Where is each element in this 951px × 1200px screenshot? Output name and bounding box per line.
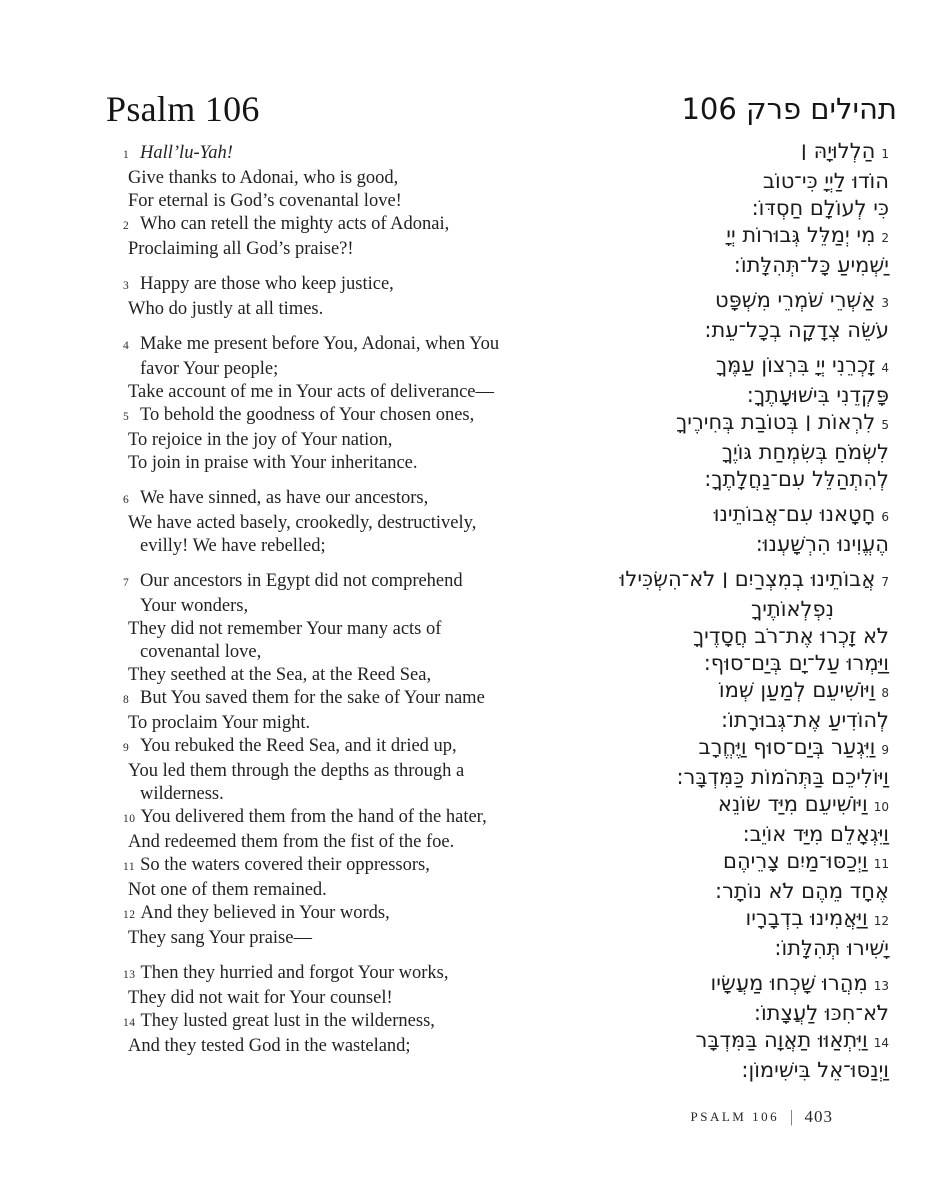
footer-separator: | <box>790 1107 793 1126</box>
verse-number: 7 <box>123 577 130 589</box>
verse-text: They sang Your praise— <box>128 928 312 948</box>
verse-line-he <box>529 596 889 623</box>
verse-line-en <box>123 535 543 558</box>
verse-line-he <box>529 677 889 707</box>
verse-line-en <box>123 854 543 879</box>
verse-text: You rebuked the Reed Sea, and it dried up, <box>140 736 457 756</box>
verse-text: כִּי לְעוֹלָם חַסְדּוֹ: <box>751 196 889 220</box>
verse-line-he <box>529 352 889 382</box>
verse-text: וַיּוֹשִׁיעֵם לְמַעַן שְׁמוֹ <box>718 678 876 702</box>
verse-line-he <box>529 905 889 935</box>
verse-text: To behold the goodness of Your chosen ones, <box>140 405 475 425</box>
verse-number: 8 <box>123 694 130 706</box>
verse-line-he <box>529 1027 889 1057</box>
verse-text: הַלְלוּיָהּ ׀ <box>800 139 876 163</box>
verse-text: וַיּוֹלִיכֵם בַּתְּהֹמוֹת כַּמִּדְבָּר: <box>676 765 889 789</box>
verse-text: עֹשֵׂה צְדָקָה בְכָל־עֵת: <box>704 318 889 342</box>
verse-text: To rejoice in the joy of Your nation, <box>128 430 393 450</box>
verse-text: יָשִׁירוּ תְּהִלָּתוֹ: <box>774 936 889 960</box>
hebrew-stanza <box>529 566 889 962</box>
verse-line-en <box>123 712 543 735</box>
verse-text: וַיַּמְרוּ עַל־יָם בְּיַם־סוּף: <box>703 651 889 675</box>
verse-number: 6 <box>881 510 889 524</box>
verse-line-en <box>123 142 543 167</box>
verse-line-he <box>529 821 889 848</box>
footer-page-number: 403 <box>804 1107 833 1126</box>
verse-line-he <box>529 566 889 596</box>
verse-line-he <box>529 531 889 558</box>
verse-number: 13 <box>123 969 136 981</box>
verse-text: זָכְרֵנִי יְיָ בִּרְצוֹן עַמֶּךָ <box>715 353 876 377</box>
verse-text: And redeemed them from the fist of the foe. <box>128 832 455 852</box>
verse-text: פָּקְדֵנִי בִּישׁוּעָתֶךָ: <box>746 383 889 407</box>
verse-line-he <box>529 252 889 279</box>
verse-number: 3 <box>123 280 130 292</box>
verse-text: וַיְכַסּוּ־מַיִם צָרֵיהֶם <box>723 849 868 873</box>
verse-line-he <box>529 439 889 466</box>
verse-number: 14 <box>123 1017 136 1029</box>
verse-line-en <box>123 927 543 950</box>
verse-line-he <box>529 764 889 791</box>
verse-line-en <box>123 962 543 987</box>
verse-text: Who do justly at all times. <box>128 299 324 319</box>
verse-number: 1 <box>881 147 889 161</box>
verse-text: Take account of me in Your acts of deliverance— <box>128 382 495 402</box>
verse-text: לִרְאוֹת ׀ בְּטוֹבַת בְּחִירֶיךָ <box>675 410 876 434</box>
hebrew-stanza <box>529 352 889 493</box>
verse-number: 9 <box>123 742 130 754</box>
verse-text: We have sinned, as have our ancestors, <box>140 488 429 508</box>
verse-line-he <box>529 195 889 222</box>
verse-line-en <box>123 429 543 452</box>
verse-number: 10 <box>123 813 136 825</box>
verse-line-en <box>123 783 543 806</box>
verse-text: Not one of them remained. <box>128 880 327 900</box>
verse-text: הוֹדוּ לַיְיָ כִּי־טוֹב <box>762 169 889 193</box>
verse-text: You delivered them from the hand of the hater, <box>140 807 487 827</box>
verse-text: מִהֲרוּ שָׁכְחוּ מַעֲשָׂיו <box>710 971 868 995</box>
verse-text: Then they hurried and forgot Your works, <box>140 963 449 983</box>
verse-line-en <box>123 618 543 641</box>
hebrew-column <box>529 138 889 1092</box>
verse-line-he <box>529 409 889 439</box>
english-stanza <box>123 487 543 558</box>
verse-line-he <box>529 317 889 344</box>
verse-number: 4 <box>123 340 130 352</box>
verse-line-en <box>123 570 543 595</box>
verse-line-en <box>123 512 543 535</box>
verse-number: 12 <box>873 914 889 928</box>
verse-line-he <box>529 707 889 734</box>
verse-line-he <box>529 878 889 905</box>
verse-number: 11 <box>123 861 136 873</box>
verse-number: 12 <box>123 909 136 921</box>
verse-line-en <box>123 641 543 664</box>
verse-text: יַשְׁמִיעַ כָּל־תְּהִלָּתוֹ: <box>733 253 889 277</box>
verse-line-en <box>123 879 543 902</box>
verse-text: They seethed at the Sea, at the Reed Sea, <box>128 665 432 685</box>
verse-text: evilly! We have rebelled; <box>140 536 326 556</box>
verse-text: וַיִּגְעַר בְּיַם־סוּף וַיֶּחֱרָב <box>698 735 876 759</box>
hebrew-stanza <box>529 287 889 344</box>
verse-line-en <box>123 760 543 783</box>
verse-line-en <box>123 987 543 1010</box>
verse-text: וַיּוֹשִׁיעֵם מִיַּד שׂוֹנֵא <box>717 792 868 816</box>
verse-text: Who can retell the mighty acts of Adonai, <box>140 214 450 234</box>
verse-number: 14 <box>873 1036 889 1050</box>
verse-text: And they tested God in the wasteland; <box>128 1036 411 1056</box>
verse-number: 13 <box>873 979 889 993</box>
page-title-hebrew: תהילים פרק 106 <box>681 92 897 126</box>
running-footer <box>690 1107 833 1127</box>
verse-line-en <box>123 664 543 687</box>
verse-text: נִפְלְאוֹתֶיךָ <box>751 597 834 621</box>
verse-text: חָטָאנוּ עִם־אֲבוֹתֵינוּ <box>713 502 876 526</box>
verse-text: They lusted great lust in the wilderness, <box>140 1011 435 1031</box>
verse-text: וַיִּתְאַוּוּ תַאֲוָה בַּמִּדְבָּר <box>695 1028 868 1052</box>
verse-line-en <box>123 487 543 512</box>
verse-line-he <box>529 287 889 317</box>
verse-number: 10 <box>873 800 889 814</box>
verse-line-en <box>123 902 543 927</box>
verse-line-he <box>529 138 889 168</box>
verse-number: 11 <box>873 857 889 871</box>
verse-line-he <box>529 848 889 878</box>
verse-text: Our ancestors in Egypt did not comprehend <box>140 571 463 591</box>
verse-text: מִי יְמַלֵּל גְּבוּרוֹת יְיָ <box>726 223 876 247</box>
verse-line-en <box>123 735 543 760</box>
verse-line-en <box>123 238 543 261</box>
verse-line-en <box>123 358 543 381</box>
verse-line-en <box>123 381 543 404</box>
verse-text: covenantal love, <box>140 642 262 662</box>
verse-text: Give thanks to Adonai, who is good, <box>128 168 399 188</box>
verse-text: For eternal is God’s covenantal love! <box>128 191 402 211</box>
verse-number: 2 <box>123 220 130 232</box>
hebrew-stanza <box>529 138 889 279</box>
english-stanza <box>123 570 543 950</box>
verse-line-en <box>123 452 543 475</box>
verse-text: Make me present before You, Adonai, when You <box>140 334 500 354</box>
verse-line-en <box>123 273 543 298</box>
verse-text: לְהִתְהַלֵּל עִם־נַחֲלָתֶךָ: <box>704 467 889 491</box>
verse-text: But You saved them for the sake of Your name <box>140 688 485 708</box>
english-stanza <box>123 962 543 1058</box>
verse-number: 7 <box>881 575 889 589</box>
verse-number: 5 <box>123 411 130 423</box>
verse-line-he <box>529 970 889 1000</box>
verse-line-he <box>529 623 889 650</box>
verse-text: וַיִּגְאָלֵם מִיַּד אוֹיֵב: <box>742 822 889 846</box>
verse-text: Hall’lu-Yah! <box>140 143 233 163</box>
verse-line-he <box>529 222 889 252</box>
verse-line-he <box>529 466 889 493</box>
verse-line-en <box>123 595 543 618</box>
verse-text: וַיְנַסּוּ־אֵל בִּישִׁימוֹן: <box>741 1058 889 1082</box>
verse-text: To proclaim Your might. <box>128 713 311 733</box>
verse-line-en <box>123 333 543 358</box>
verse-number: 6 <box>123 494 130 506</box>
verse-number: 5 <box>881 418 889 432</box>
verse-text: They did not remember Your many acts of <box>128 619 442 639</box>
verse-text: אֲבוֹתֵינוּ בְמִצְרַיִם ׀ לֹא־הִשְׂכִּילוּ <box>619 567 876 591</box>
verse-line-en <box>123 1010 543 1035</box>
verse-line-he <box>529 382 889 409</box>
verse-text: wilderness. <box>140 784 224 804</box>
verse-text: They did not wait for Your counsel! <box>128 988 393 1008</box>
verse-number: 4 <box>881 361 889 375</box>
verse-line-he <box>529 1000 889 1027</box>
verse-line-en <box>123 831 543 854</box>
verse-text: לֹא זָכְרוּ אֶת־רֹב חֲסָדֶיךָ <box>692 624 889 648</box>
verse-line-en <box>123 806 543 831</box>
verse-text: And they believed in Your words, <box>140 903 390 923</box>
verse-line-en <box>123 213 543 238</box>
verse-text: הֶעֱוִינוּ הִרְשָׁעְנוּ: <box>755 532 889 556</box>
verse-text: We have acted basely, crookedly, destructively, <box>128 513 477 533</box>
verse-line-en <box>123 404 543 429</box>
verse-line-en <box>123 687 543 712</box>
verse-text: לֹא־חִכּוּ לַעֲצָתוֹ: <box>753 1001 889 1025</box>
verse-line-he <box>529 501 889 531</box>
verse-line-en <box>123 1035 543 1058</box>
verse-line-he <box>529 935 889 962</box>
verse-number: 1 <box>123 149 130 161</box>
verse-line-he <box>529 734 889 764</box>
verse-number: 3 <box>881 296 889 310</box>
verse-text: You led them through the depths as through a <box>128 761 465 781</box>
verse-text: To join in praise with Your inheritance. <box>128 453 418 473</box>
verse-text: favor Your people; <box>140 359 279 379</box>
page-title-english: Psalm 106 <box>106 89 260 129</box>
verse-line-en <box>123 167 543 190</box>
footer-psalm-label: PSALM 106 <box>690 1109 780 1124</box>
verse-number: 8 <box>881 686 889 700</box>
verse-text: Proclaiming all God’s praise?! <box>128 239 354 259</box>
verse-text: לְהוֹדִיעַ אֶת־גְּבוּרָתוֹ: <box>721 708 889 732</box>
verse-line-he <box>529 168 889 195</box>
verse-line-he <box>529 1057 889 1084</box>
verse-number: 9 <box>881 743 889 757</box>
verse-text: Happy are those who keep justice, <box>140 274 394 294</box>
verse-text: וַיַּאֲמִינוּ בִדְבָרָיו <box>745 906 868 930</box>
english-column <box>123 142 543 1070</box>
verse-text: אַשְׁרֵי שֹׁמְרֵי מִשְׁפָּט <box>714 288 876 312</box>
verse-text: So the waters covered their oppressors, <box>140 855 430 875</box>
verse-line-he <box>529 791 889 821</box>
verse-line-he <box>529 650 889 677</box>
hebrew-stanza <box>529 970 889 1084</box>
verse-text: לִשְׂמֹחַ בְּשִׂמְחַת גּוֹיֶךָ <box>721 440 889 464</box>
verse-text: אֶחָד מֵהֶם לֹא נוֹתָר: <box>715 879 889 903</box>
english-stanza <box>123 142 543 261</box>
english-stanza <box>123 333 543 475</box>
verse-number: 2 <box>881 231 889 245</box>
verse-line-en <box>123 298 543 321</box>
verse-line-en <box>123 190 543 213</box>
english-stanza <box>123 273 543 321</box>
hebrew-stanza <box>529 501 889 558</box>
verse-text: Your wonders, <box>140 596 249 616</box>
